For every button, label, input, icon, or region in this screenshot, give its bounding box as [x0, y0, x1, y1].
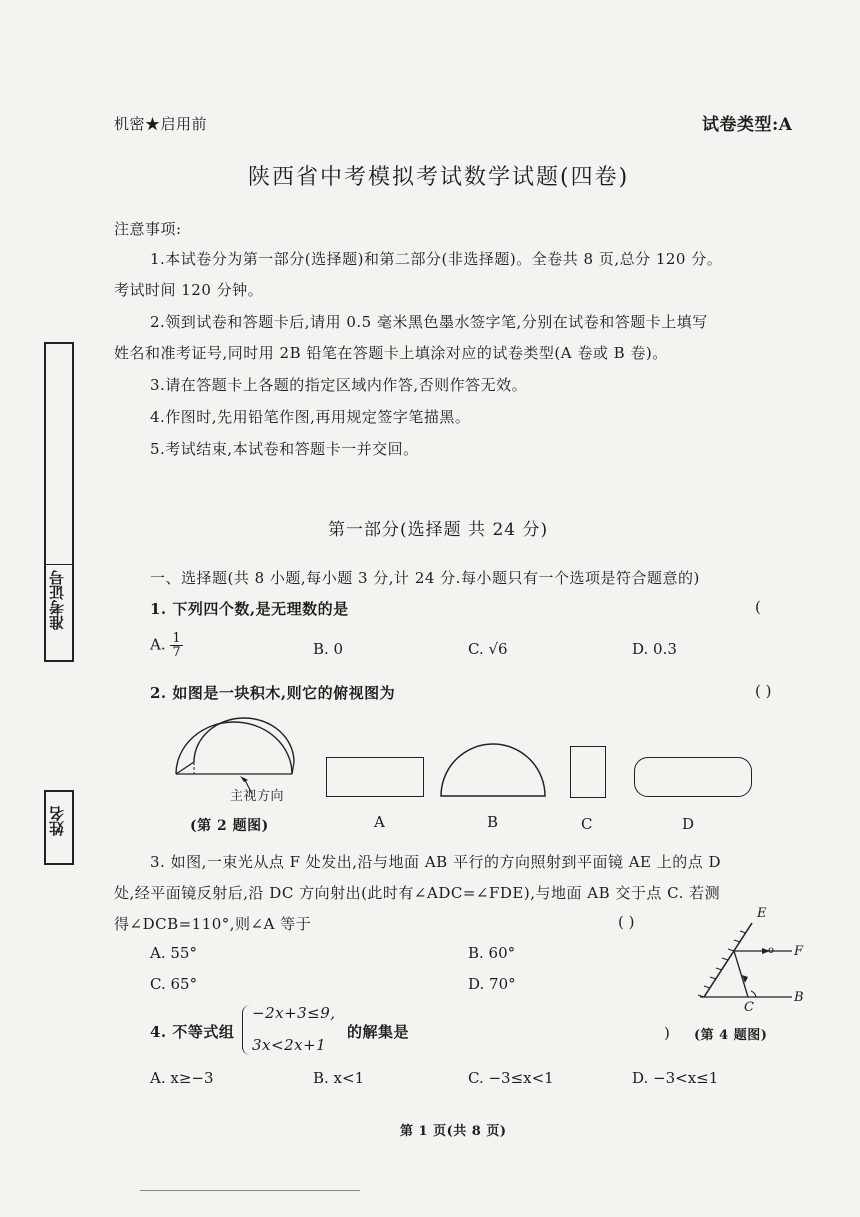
q1-option-a-prefix: A. [150, 635, 166, 654]
q3-angle-mark: o [768, 945, 775, 956]
note-line: 姓名和准考证号,同时用 2B 铅笔在答题卡上填涂对应的试卷类型(A 卷或 B 卷)。 [114, 344, 668, 362]
q4-inequality-2: 3x<2x+1 [252, 1036, 327, 1054]
q2-answer-paren: ( ) [755, 682, 772, 700]
q2-choice-d-shape [634, 757, 752, 797]
q2-choice-a-shape [326, 757, 424, 797]
q3-line: 处,经平面镜反射后,沿 DC 方向射出(此时有∠ADC=∠FDE),与地面 AB 交于点 C. 若测 [114, 884, 721, 902]
exam-id-label: 准考证号 [48, 570, 66, 630]
q2-choice-b-shape [438, 740, 548, 798]
notes-heading: 注意事项: [114, 220, 182, 238]
q1-option-b: B. 0 [313, 640, 344, 658]
q4-option-d: D. −3<x≤1 [632, 1069, 719, 1087]
q4-suffix: 的解集是 [347, 1023, 410, 1041]
q2-choice-c-shape [570, 746, 606, 798]
q3-point-b: B [794, 990, 805, 1005]
fraction-denominator: 7 [172, 645, 181, 660]
q3-option-b: B. 60° [468, 944, 516, 962]
confidential-label: 机密★启用前 [114, 115, 208, 133]
q3-point-f: F [794, 944, 804, 959]
note-line: 2.领到试卷和答题卡后,请用 0.5 毫米黑色墨水签字笔,分别在试卷和答题卡上填写 [150, 313, 708, 331]
q4-brace [242, 1005, 251, 1055]
q1-answer-paren: ( [755, 598, 761, 616]
q4-prefix: 4. 不等式组 [150, 1023, 235, 1041]
q2-direction-label: 主视方向 [230, 789, 285, 804]
q2-choice-a-label: A [374, 813, 386, 831]
q3-option-a: A. 55° [150, 944, 197, 962]
q2-choice-d-label: D [682, 815, 695, 833]
q4-option-a: A. x≥−3 [150, 1069, 214, 1087]
q2-stem: 2. 如图是一块积木,则它的俯视图为 [150, 684, 396, 702]
part1-heading: 第一部分(选择题 共 24 分) [328, 520, 549, 540]
q4-answer-paren: ) [664, 1024, 670, 1042]
q3-line: 得∠DCB=110°,则∠A 等于 [114, 915, 312, 933]
q3-point-e: E [757, 906, 767, 921]
fraction [170, 632, 182, 659]
q3-point-c: C [744, 1000, 755, 1015]
page-number: 第 1 页(共 8 页) [400, 1124, 507, 1139]
note-line: 3.请在答题卡上各题的指定区域内作答,否则作答无效。 [150, 376, 528, 394]
q2-choice-c-label: C [581, 815, 593, 833]
q1-stem: 1. 下列四个数,是无理数的是 [150, 600, 349, 618]
q1-option-a [150, 632, 183, 659]
note-line: 5.考试结束,本试卷和答题卡一并交回。 [150, 440, 419, 458]
q4-option-b: B. x<1 [313, 1069, 365, 1087]
q4-inequality-1: −2x+3≤9, [252, 1004, 336, 1022]
paper-type-label: 试卷类型:A [702, 115, 793, 135]
exam-id-box [44, 342, 74, 662]
q1-option-d: D. 0.3 [632, 640, 677, 658]
name-box [44, 790, 74, 865]
fraction-numerator: 1 [172, 631, 181, 646]
q3-option-c: C. 65° [150, 975, 198, 993]
part1-instruction: 一、选择题(共 8 小题,每小题 3 分,计 24 分.每小题只有一个选项是符合题意的) [150, 569, 700, 587]
q1-option-c: C. √6 [468, 640, 508, 658]
q2-figure-caption: (第 2 题图) [190, 818, 269, 834]
q2-choice-b-label: B [487, 813, 499, 831]
q3-figure-caption: (第 4 题图) [694, 1028, 768, 1043]
q4-option-c: C. −3≤x<1 [468, 1069, 554, 1087]
q3-option-d: D. 70° [468, 975, 516, 993]
scan-edge-line [140, 1190, 360, 1191]
q3-line: 3. 如图,一束光从点 F 处发出,沿与地面 AB 平行的方向照射到平面镜 AE 上的点 D [150, 853, 722, 871]
note-line: 4.作图时,先用铅笔作图,再用规定签字笔描黑。 [150, 408, 471, 426]
note-line: 1.本试卷分为第一部分(选择题)和第二部分(非选择题)。全卷共 8 页,总分 120 分。 [150, 250, 723, 268]
note-line: 考试时间 120 分钟。 [114, 281, 264, 299]
q3-answer-paren: ( ) [618, 913, 635, 931]
name-label: 姓名 [48, 806, 66, 836]
page-title: 陕西省中考模拟考试数学试题(四卷) [248, 165, 630, 190]
